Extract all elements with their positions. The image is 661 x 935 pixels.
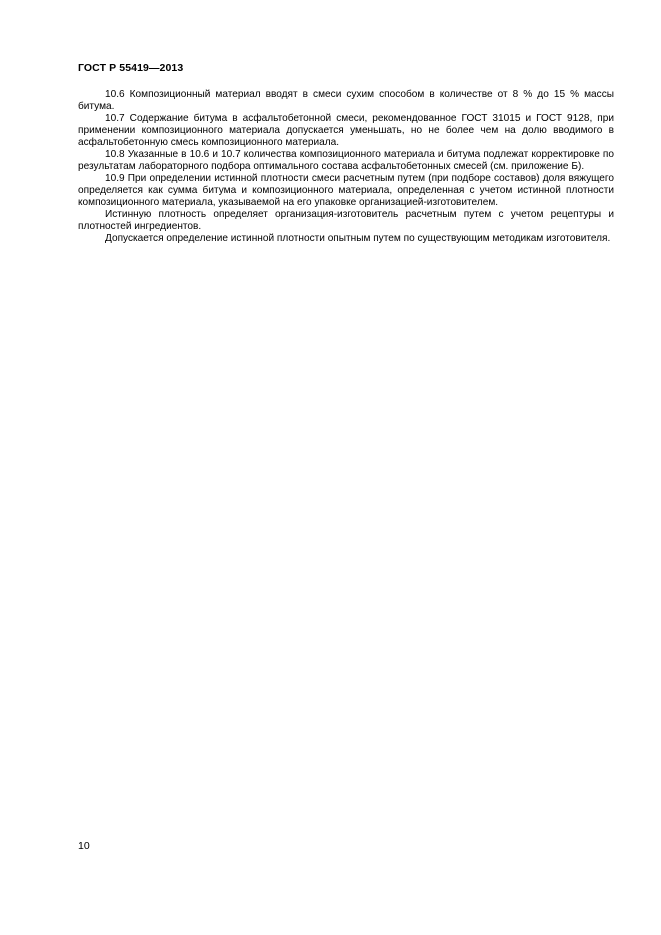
document-header: ГОСТ Р 55419—2013 [78,62,184,74]
paragraph-10-6: 10.6 Композиционный материал вводят в смеси сухим способом в количестве от 8 % до 15 % массы битума. [78,89,614,112]
paragraph-10-7: 10.7 Содержание битума в асфальтобетонной смеси, рекомендованное ГОСТ 31015 и ГОСТ 9128, при применении композиционного материала допускается уменьшать, но не более чем на долю вводимого в асфальтобетонную смесь композиционного материала. [78,113,614,148]
paragraph-experimental-density: Допускается определение истинной плотности опытным путем по существующим методикам изготовителя. [105,233,611,244]
paragraph-true-density: Истинную плотность определяет организация-изготовитель расчетным путем с учетом рецептуры и плотностей ингредиентов. [78,209,614,232]
paragraph-10-9: 10.9 При определении истинной плотности смеси расчетным путем (при подборе составов) доля вяжущего определяется как сумма битума и композиционного материала, определенная с учетом истинной плотности композиционного материала, указываемой на его упаковке организацией-изготовителем. [78,173,614,208]
page-number: 10 [78,840,90,852]
paragraph-10-8: 10.8 Указанные в 10.6 и 10.7 количества композиционного материала и битума подлежат корректировке по результатам лабораторного подбора оптимального состава асфальтобетонных смесей (см. приложение Б). [78,149,614,172]
document-body [78,89,614,245]
